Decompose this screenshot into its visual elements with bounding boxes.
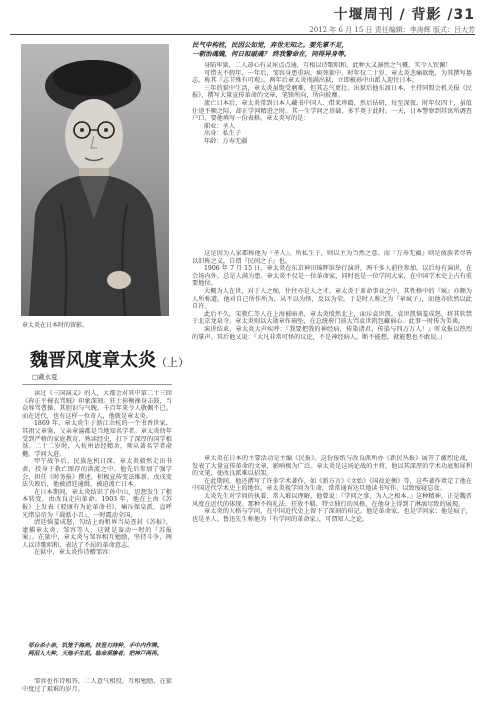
paragraph: 章太炎在日本的主要活动是主编《民报》。这份报纸与改良派所办《新民丛报》展开了激烈论战，发表了大量宣传革命的文章，影响极为广泛。章太炎是这场论战的主将，他以其深厚的学术功底和犀利的文笔，使改良派难以招架。 — [192, 455, 472, 478]
paragraph: 此后不久，宋教仁等人在上海被暗杀，章太炎愤然北上，面斥袁世凯。袁世凯恼羞成怒，将其软禁于北京龙泉寺。章太炎则以大勋章作扇坠，在总统府门前大骂袁世凯包藏祸心。此事一时传为美谈。 — [192, 310, 472, 326]
paragraph: 流亡日本后，章太炎常到日本人藏书中国人、借来珍籍、然后钻研，每至深夜。时年仅四十，虽值仕途不顺之际，却正学问精进之时。其一生学问之基础，多半奠于此时。一天，日本警察到其寓所调查户口，要他填写一份表格。章太炎写的是： — [192, 99, 472, 123]
article-column-right-3 — [192, 455, 472, 695]
article-column-left-end — [22, 678, 172, 696]
article-column-right-1 — [192, 62, 472, 246]
poem-quote-left — [28, 642, 178, 658]
paragraph: 太炎先生对学问的执着，常人难以理解。他曾说：『学问之事，为人之根本。』这种精神，正是魏晋风度在近代的体现。那种不拘礼法、狂放不羁、特立独行的风格，在他身上得到了淋漓尽致的展现。 — [192, 492, 472, 508]
article-column-right-2 — [192, 250, 472, 450]
paragraph: 可惜天不假年，一年后，邹容身患重病，瘐死狱中，时年仅二十岁。章太炎悲痛欲绝，为其撰写墓志，称其『志节殊有可观』。两年后章太炎刑满出狱，立即被孙中山派人迎往日本。 — [192, 69, 472, 85]
paragraph: 在日本期间，章太炎结识了孙中山，思想发生了根本转变，由改良走向革命。1903 年，他在上海《苏报》上发表《驳康有为论革命书》，痛斥保皇派，直呼光绪皇帝为『载湉小丑』，一时震动全国。 — [22, 488, 172, 519]
header-rule — [10, 34, 475, 35]
poem-line: 一朝治魂魄，何日拟破魂？ 终我警命在，同得异身等。 — [192, 49, 351, 58]
section-divider — [22, 384, 172, 385]
paragraph: 在狱中，章太炎作诗赠邹容： — [34, 549, 115, 557]
article-part: （上） — [156, 356, 189, 369]
paragraph: 演讲结束，章太炎大声疾呼：『我要把我的神经病，传染诸君，传染与四万万人！』听众报以热烈的掌声。其后他又说：『大凡非常可怪的议论，不是神经病人，断不能想，就能想也不敢说。』 — [192, 325, 472, 341]
list-item: 出身：私生子 — [204, 130, 242, 138]
paragraph: 清廷恼羞成怒，勾结上海租界当局查封《苏报》，逮捕章太炎、邹容等人，这就是轰动一时的『苏报案』。在狱中，章太炎与邹容相互勉励，坚持斗争，两人以诗歌唱和，表达了不屈的革命意志。 — [22, 519, 172, 549]
paragraph: 身陷牢狱，二人却心有灵犀点点通，互相以诗歌唱和。此种大义凛然之气概，实令人钦佩！ — [204, 62, 452, 69]
paragraph: 邹容也作诗相答，二人意气相投，互相勉励，在狱中度过了艰难的岁月。 — [22, 678, 172, 693]
paragraph: 大概为人在世，对于人之痴，往往亦是人之才。章太炎于革命事业之中，其性格中的『疯』亦颇为人所称道。他对自己所作所为，从不以为怪，反以为荣。于是时人称之为『章疯子』，而他亦欣然以此自许。 — [192, 287, 472, 311]
newspaper-section-title: 十堰周刊 / 背影 /31 — [333, 7, 475, 23]
portrait-photo — [21, 44, 169, 316]
poem-quote-right — [192, 41, 472, 58]
paragraph: 1869 年，章太炎生于浙江余杭的一个书香世家。其祖父章鉴，父亲章濬都是当地知名学者。章太炎幼年受到严格的家庭教育，熟读经史，打下了深厚的国学根基。二十二岁时，入杭州诂经精舍，师从著名学者俞樾，学问大进。 — [22, 420, 172, 458]
paragraph: 甲午战争后，民族危机日深，章太炎毅然走出书斋，投身于救亡图存的洪流之中。他先后参加了强学会，担任《时务报》撰述，积极宣传变法维新。戊戌变法失败后，他被清廷通缉，被迫流亡日本。 — [22, 458, 172, 489]
poem-line: 两泪人大种，天地手生泥。临命须掺者，把神戸两再。 — [28, 651, 163, 657]
list-item: 年龄：万寿无疆 — [204, 137, 248, 145]
poem-line: 民气申构枕，民因公如觉，弃世无知之。要先掌不足， — [192, 41, 348, 49]
paragraph: 1906 年 7 月 15 日，章太炎在东京神田锦辉馆举行演讲，两千多人前往参加。以后每有演讲，在会场内外，总是人满为患。章太炎不仅是一位革命家，同时也是一位学问大家，在中国学术史上占有重要地位。 — [192, 265, 472, 288]
paragraph: 读过《三国演义》的人，大都会对其中第二十三回《祢正平裸衣骂贼》印象深刻。狂士祢衡裸身击鼓，当众辱骂曹操，其胆识与气魄，千百年来令人敬佩不已。而在近代，也有这样一位奇人，他就是章太炎。 — [22, 390, 172, 420]
article-title — [30, 346, 189, 372]
paragraph: 这是因为人家都称他为『圣人』。所私生子，则以主为当然之意。而『万寿无疆』则是彼族者尽皆以旧称之义，自谓『民间之子』也。 — [192, 250, 472, 265]
article-column-left — [22, 390, 172, 640]
article-byline: □戴永夏 — [32, 373, 58, 381]
article-title-text: 魏晋风度章太炎 — [30, 350, 156, 371]
poem-line: 邻台杀小亲，饥笼于海洲。扶竖刃持种，手中内作牌。 — [28, 643, 163, 649]
page-header — [309, 4, 475, 35]
issue-meta: 2012 年 6 月 15 日 责任编辑：李涛辉 版式：吕大芳 — [309, 26, 475, 34]
paragraph: 三年的狱中生活，章太炎虽饱受磨难，但其志气更壮。出狱后他东渡日本，主持同盟会机关报《民报》，撰写大量宣传革命的文章，笔锋所向，所向披靡。 — [192, 84, 472, 100]
paragraph: 在此期间，他还撰写了许多学术著作，如《新方言》《文始》《国故论衡》等，这些著作奠定了他在中国近代学术史上的地位。章太炎视学问为生命，常常通宵达旦地读书写作，以致废寝忘食。 — [192, 477, 472, 493]
list-item: 职业：圣人 — [204, 122, 235, 130]
photo-caption: 章太炎在日本时的留影。 — [22, 322, 89, 329]
paragraph: 章太炎的人格与学问，在中国近代史上留下了深刻的印记。他是革命家，也是学问家；他是疯子，也是圣人。鲁迅先生称他为『有学问的革命家』，可谓知人之论。 — [192, 508, 472, 523]
